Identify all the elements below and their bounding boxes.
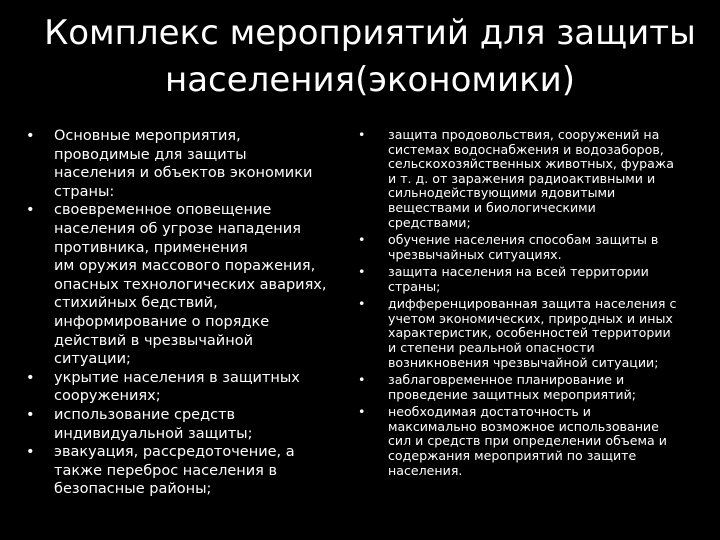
right-list-item-text [388, 265, 703, 294]
text-line: максимально возможное использование [388, 418, 659, 434]
text-line: населения и объектов экономики [54, 165, 313, 182]
text-line: действий в чрезвычайной [54, 332, 253, 349]
slide-title [20, 10, 720, 104]
text-line: и степени реальной опасности [388, 339, 595, 355]
text-line: безопасные районы; [54, 481, 212, 498]
right-list-item-1 [358, 128, 703, 230]
right-list-item-2 [358, 233, 703, 262]
left-list-item-3 [26, 369, 336, 406]
left-list-item-text [54, 406, 336, 443]
text-line: и т. д. от заражения радиоактивными и [388, 170, 656, 186]
text-line: возникновения чрезвычайной ситуации; [388, 354, 659, 370]
left-list-item-2 [26, 201, 336, 368]
text-line: населения об угрозе нападения [54, 220, 301, 237]
text-line: противника, применения [54, 239, 248, 256]
bullet-icon: • [26, 406, 35, 423]
left-list-item-text [54, 201, 336, 368]
text-line: укрытие населения в защитных [54, 369, 300, 386]
left-bullet-list [26, 127, 336, 499]
right-list-item-3 [358, 265, 703, 294]
text-line: сил и средств при определении объема и [388, 433, 667, 449]
right-list-item-4 [358, 297, 703, 370]
text-line: стихийных бедствий, [54, 295, 218, 312]
text-line: своевременное оповещение [54, 202, 272, 219]
left-list-item-4 [26, 406, 336, 443]
text-line: учетом экономических, природных и иных [388, 310, 673, 326]
text-line: страны: [54, 183, 115, 200]
text-line: проведение защитных мероприятий; [388, 386, 637, 402]
bullet-icon: • [26, 444, 35, 461]
text-line: характеристик, особенностей территории [388, 325, 671, 341]
bullet-icon: • [358, 404, 366, 420]
bullet-icon: • [358, 264, 366, 280]
bullet-icon: • [358, 127, 366, 142]
right-list-item-text [388, 405, 703, 478]
right-list-item-6 [358, 405, 703, 478]
left-list-item-text [54, 369, 336, 406]
text-line: сооружениях; [54, 388, 161, 405]
text-line: дифференцированная защита населения с [388, 296, 677, 312]
text-line: системах водоснабжения и водозаборов, [388, 141, 664, 157]
text-line: информирование о порядке [54, 313, 270, 330]
text-line: Основные мероприятия, [54, 128, 241, 144]
text-line: содержания мероприятий по защите [388, 447, 637, 463]
text-line: также переброс населения в [54, 462, 278, 479]
text-line: защита населения на всей территории [388, 264, 649, 280]
text-line: необходимая достаточность и [388, 404, 591, 420]
text-line: сельскохозяйственных животных, фуража [388, 156, 674, 172]
text-line: защита продовольствия, сооружений на [388, 127, 660, 142]
text-line: использование средств [54, 406, 236, 423]
bullet-icon: • [358, 296, 366, 312]
bullet-icon: • [26, 202, 35, 219]
text-line: им оружия массового поражения, [54, 258, 316, 275]
left-list-item-1 [26, 127, 336, 201]
bullet-icon: • [358, 232, 366, 248]
right-list-item-text [388, 297, 703, 370]
right-list-item-text [388, 373, 703, 402]
slide-title-line-2: населения(экономики) [164, 60, 576, 100]
right-list-item-text [388, 128, 703, 230]
left-list-item-5 [26, 443, 336, 499]
left-list-item-text [54, 443, 336, 499]
text-line: населения. [388, 462, 463, 478]
bullet-icon: • [358, 372, 366, 388]
right-bullet-list [358, 128, 703, 481]
text-line: страны; [388, 278, 441, 294]
text-line: проводимые для защиты [54, 146, 247, 163]
text-line: опасных технологических авариях, [54, 276, 327, 293]
right-list-item-text [388, 233, 703, 262]
text-line: эвакуация, рассредоточение, а [54, 444, 295, 461]
text-line: средствами; [388, 214, 471, 230]
left-list-item-text [54, 127, 336, 201]
text-line: веществами и биологическими [388, 199, 596, 215]
bullet-icon: • [26, 128, 35, 144]
right-list-item-5 [358, 373, 703, 402]
text-line: ситуации; [54, 351, 131, 368]
text-line: обучение населения способам защиты в [388, 232, 659, 248]
slide-title-line-1: Комплекс мероприятий для защиты [44, 13, 696, 53]
text-line: заблаговременное планирование и [388, 372, 625, 388]
text-line: чрезвычайных ситуациях. [388, 246, 562, 262]
text-line: индивидуальной защиты; [54, 425, 253, 442]
text-line: сильнодействующими ядовитыми [388, 185, 616, 201]
bullet-icon: • [26, 369, 35, 386]
